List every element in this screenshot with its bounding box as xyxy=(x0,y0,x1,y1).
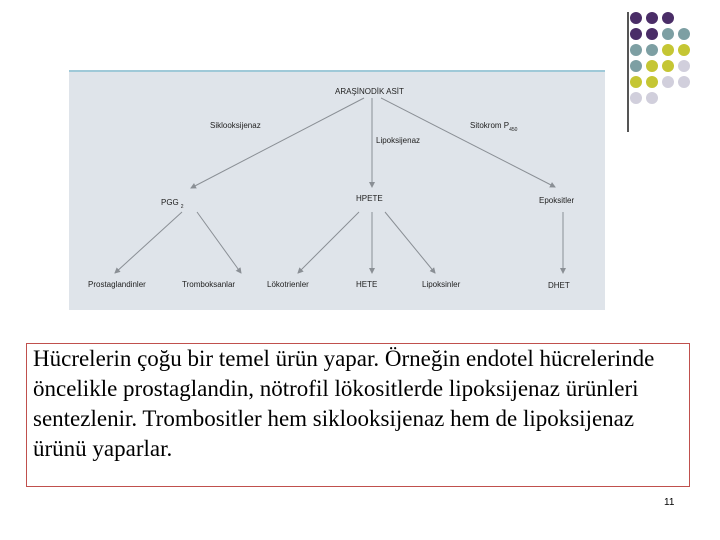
node-root: ARAŞİNODİK ASİT xyxy=(335,87,404,96)
diagram-top-edge xyxy=(69,70,605,72)
decorative-dot xyxy=(630,12,642,24)
arachidonic-acid-pathway-diagram xyxy=(69,70,605,310)
decorative-dot xyxy=(662,28,674,40)
enzyme-left: Siklooksijenaz xyxy=(210,121,261,130)
decorative-dot xyxy=(646,92,658,104)
node-hpete: HPETE xyxy=(356,194,383,203)
decorative-dot xyxy=(646,12,658,24)
product-lokotrienler: Lökotrienler xyxy=(267,280,309,289)
decorative-dot xyxy=(678,60,690,72)
decorative-dot xyxy=(630,44,642,56)
decorative-dot xyxy=(662,12,674,24)
product-lipoksinler: Lipoksinler xyxy=(422,280,461,289)
decorative-dot xyxy=(646,76,658,88)
decorative-dot xyxy=(662,76,674,88)
product-hete: HETE xyxy=(356,280,378,289)
decorative-dot xyxy=(662,60,674,72)
decorative-dot xyxy=(678,28,690,40)
decorative-dot xyxy=(646,28,658,40)
decorative-dot xyxy=(646,60,658,72)
decorative-dot xyxy=(662,44,674,56)
enzyme-right: Sitokrom $P_{450}$ xyxy=(470,121,518,133)
product-dhet: DHET xyxy=(548,281,570,290)
decorative-dot xyxy=(646,44,658,56)
explanation-textbox xyxy=(26,343,690,487)
product-prostaglandinler: Prostaglandinler xyxy=(88,280,146,289)
explanation-paragraph: Hücrelerin çoğu bir temel ürün yapar. Örneğin endotel hücrelerinde öncelikle prostaglandin, nötrofil lökositlerde lipoksijenaz ürünleri sentezlenir. Trombositler hem siklooksijenaz hem de lipoksijenaz ürünü yaparlar. xyxy=(33,346,655,461)
enzyme-center: Lipoksijenaz xyxy=(376,136,421,145)
decorative-dot xyxy=(630,60,642,72)
node-pgg2: PGG $_2$ xyxy=(161,198,184,210)
decorative-dot xyxy=(678,76,690,88)
product-tromboksanlar: Tromboksanlar xyxy=(182,280,236,289)
decorative-vertical-line xyxy=(627,12,629,132)
decorative-dot xyxy=(630,28,642,40)
page-number: 11 xyxy=(664,497,675,508)
decorative-dot xyxy=(630,76,642,88)
node-epoksitler: Epoksitler xyxy=(539,196,575,205)
decorative-dot xyxy=(630,92,642,104)
decorative-dot xyxy=(678,44,690,56)
diagram-background xyxy=(69,70,605,310)
